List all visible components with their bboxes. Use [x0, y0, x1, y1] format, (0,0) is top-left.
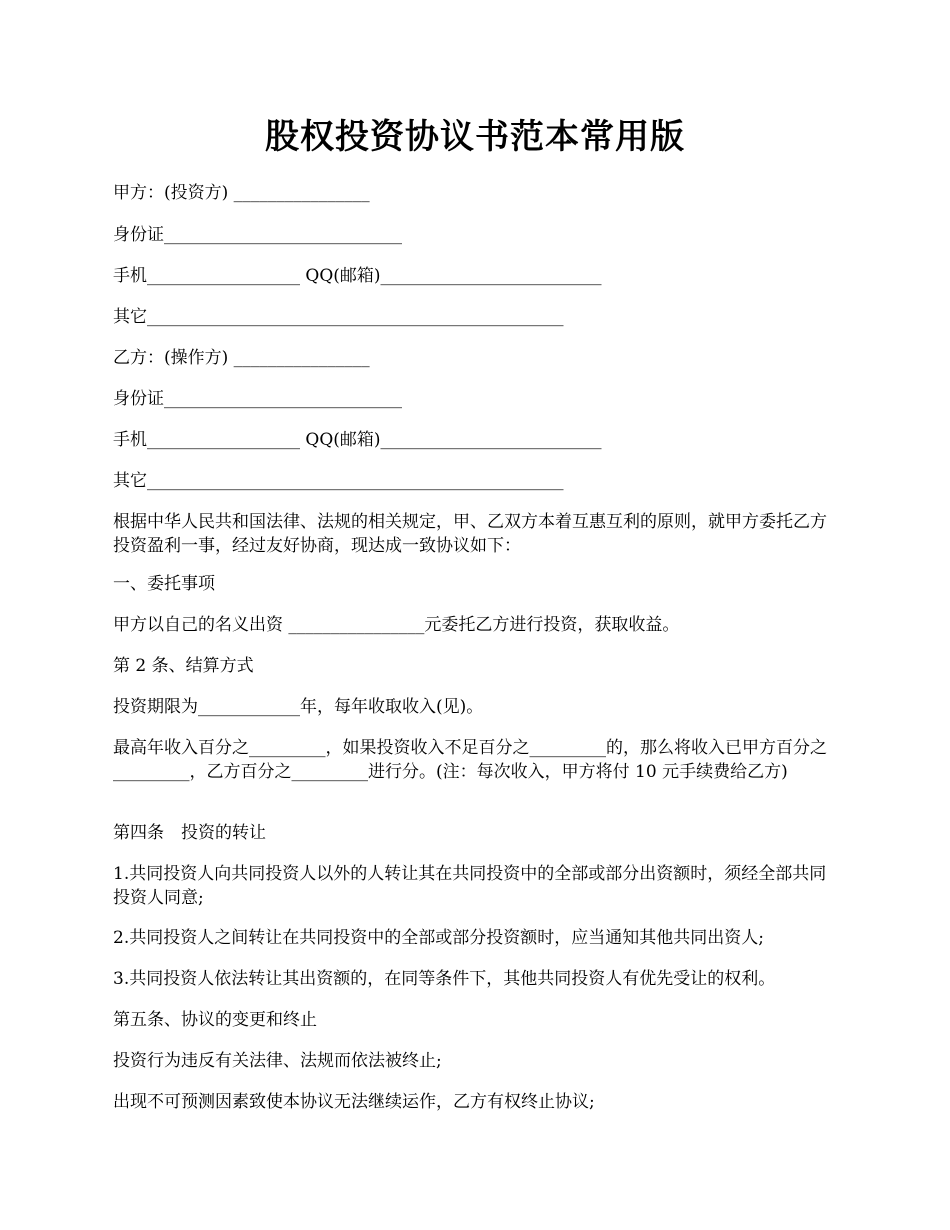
- term-paragraph: 投资期限为____________年，每年收取收入(见)。: [113, 697, 484, 717]
- income-paragraph: 最高年收入百分之_________，如果投资收入不足百分之_________的，那么将收入已甲方百分之_________，乙方百分之_________进行分。(注：每次收入，甲方将付 10 元手续费给乙方): [113, 738, 827, 782]
- preamble-paragraph: 根据中华人民共和国法律、法规的相关规定，甲、乙双方本着互惠互利的原则，就甲方委托乙方投资盈利一事，经过友好协商，现达成一致协议如下：: [113, 512, 827, 556]
- section-heading-termination: 第五条、协议的变更和终止: [113, 1010, 317, 1030]
- party-b-id-line: 身份证____________________________: [113, 389, 402, 409]
- commission-paragraph: 甲方以自己的名义出资 ________________元委托乙方进行投资，获取收益。: [113, 615, 680, 635]
- transfer-clause-1: 1.共同投资人向共同投资人以外的人转让其在共同投资中的全部或部分出资额时，须经全部共同投资人同意;: [113, 864, 827, 908]
- section-heading-settlement: 第 2 条、结算方式: [113, 656, 254, 676]
- party-a-contact-line: 手机__________________ QQ(邮箱)__________________________: [113, 266, 602, 286]
- section-heading-transfer: 第四条 投资的转让: [113, 823, 266, 843]
- section-heading-commission: 一、委托事项: [113, 574, 215, 594]
- party-a-name-line: 甲方：(投资方) ________________: [113, 183, 370, 203]
- party-b-other-line: 其它_________________________________________________: [113, 471, 564, 491]
- document-title: 股权投资协议书范本常用版: [265, 117, 685, 157]
- party-a-id-line: 身份证____________________________: [113, 225, 402, 245]
- termination-clause-1: 投资行为违反有关法律、法规而依法被终止;: [113, 1051, 442, 1071]
- transfer-clause-2: 2.共同投资人之间转让在共同投资中的全部或部分投资额时，应当通知其他共同出资人;: [113, 928, 764, 948]
- party-b-name-line: 乙方：(操作方) ________________: [113, 348, 370, 368]
- termination-clause-2: 出现不可预测因素致使本协议无法继续运作，乙方有权终止协议;: [113, 1092, 595, 1112]
- party-a-other-line: 其它_________________________________________________: [113, 307, 564, 327]
- party-b-contact-line: 手机__________________ QQ(邮箱)__________________________: [113, 430, 602, 450]
- transfer-clause-3: 3.共同投资人依法转让其出资额的，在同等条件下，其他共同投资人有优先受让的权利。: [113, 969, 776, 989]
